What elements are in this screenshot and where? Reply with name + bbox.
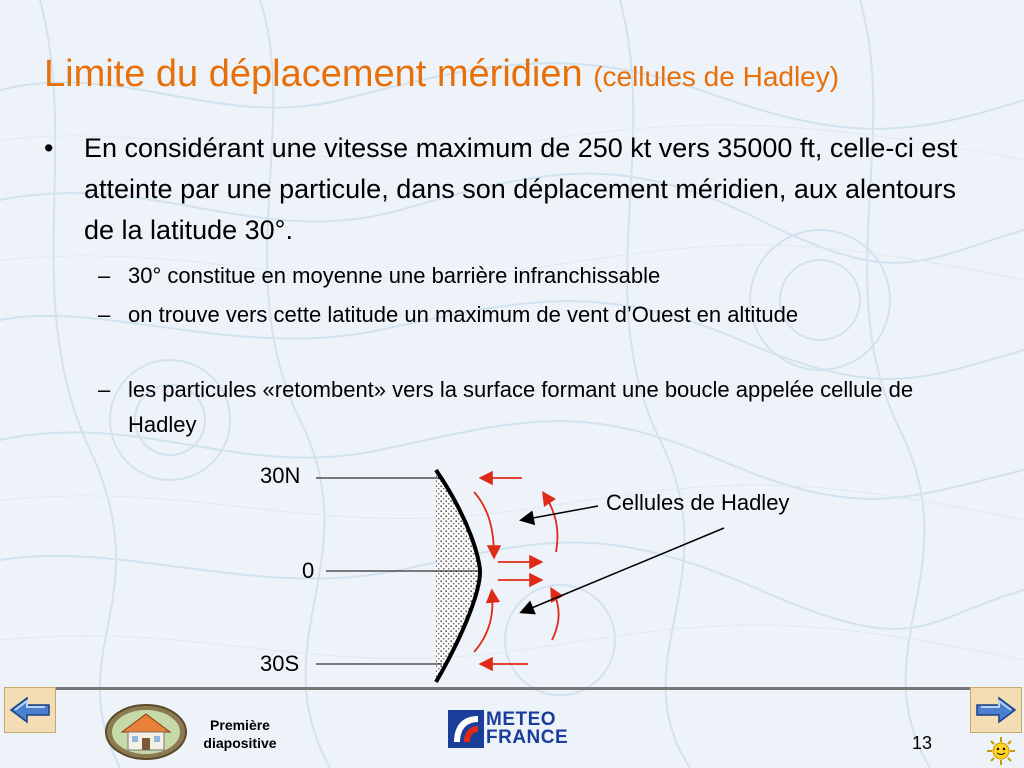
title-main: Limite du déplacement méridien: [44, 53, 583, 95]
footer-divider: [56, 687, 970, 690]
home-label-line1: Première: [210, 717, 270, 733]
page-number: 13: [912, 733, 933, 753]
label-30n: 30N: [260, 463, 301, 488]
forward-arrow-icon: [971, 688, 1021, 732]
sun-icon: [986, 736, 1016, 766]
home-label-line2: diapositive: [203, 735, 277, 751]
main-bullet-text: En considérant une vitesse maximum de 250 kt vers 35000 ft, celle-ci est atteinte par une particule, dans son déplacement méridien, aux alentours de la latitude 30°.: [84, 133, 958, 245]
label-30s: 30S: [260, 651, 300, 676]
label-equator: 0: [302, 558, 315, 583]
title-subtitle: (cellules de Hadley): [593, 61, 840, 92]
meteo-france-logo-mark: [448, 710, 484, 748]
back-arrow-icon: [5, 688, 55, 732]
meteo-france-logo: [486, 711, 568, 747]
logo-line1: METEO: [486, 709, 557, 730]
logo-line2: FRANCE: [486, 727, 569, 748]
barrier-hatch: [436, 470, 480, 682]
next-slide-button[interactable]: [970, 687, 1022, 733]
sub-bullet-2: on trouve vers cette latitude un maximum de vent d’Ouest en altitude: [128, 302, 799, 327]
home-label[interactable]: [190, 716, 290, 752]
dash-symbol: –: [98, 302, 111, 327]
previous-slide-button[interactable]: [4, 687, 56, 733]
label-hadley-cells: Cellules de Hadley: [606, 490, 790, 515]
sub-bullet-3: les particules «retombent» vers la surface formant une boucle appelée cellule de Hadley: [128, 377, 914, 437]
house-icon: [104, 702, 188, 760]
dash-symbol: –: [98, 377, 111, 402]
sub-bullet-1: 30° constitue en moyenne une barrière infranchissable: [128, 263, 661, 288]
dash-symbol: –: [98, 263, 111, 288]
bullet-symbol: •: [44, 133, 54, 163]
home-button[interactable]: [104, 702, 188, 760]
